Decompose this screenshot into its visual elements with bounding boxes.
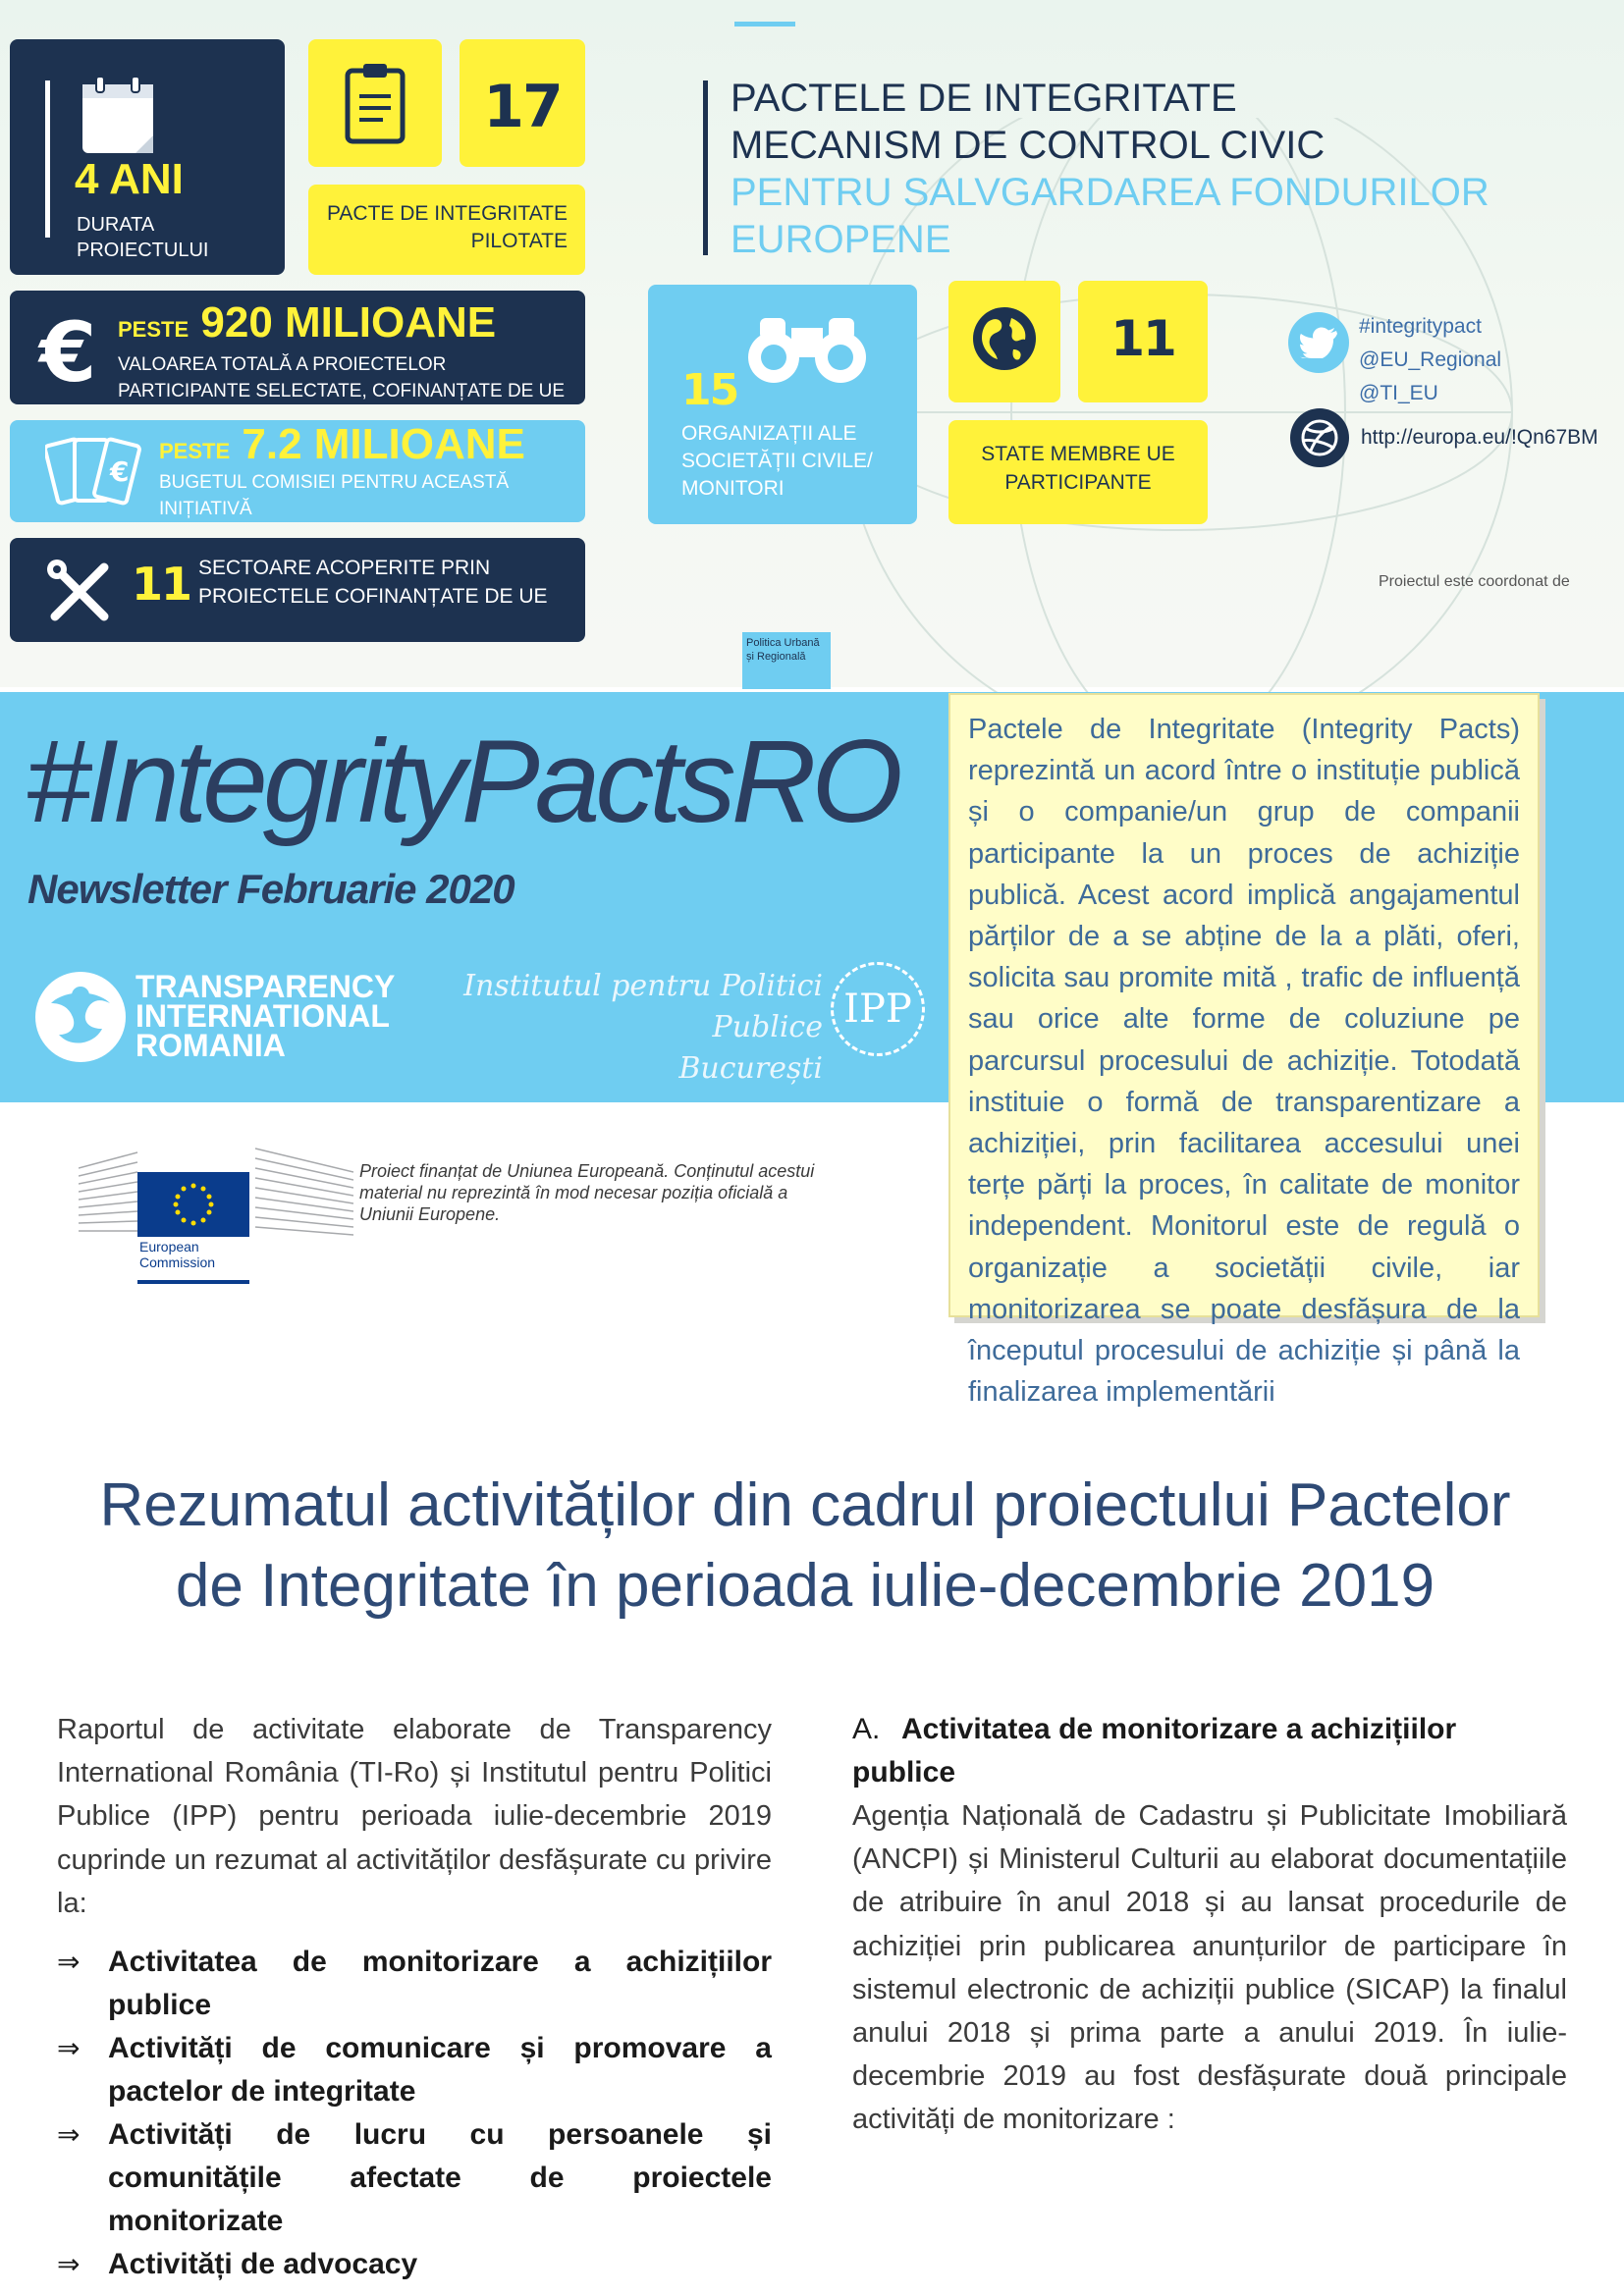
arrow-icon: ⇒ <box>57 2118 81 2152</box>
pacts-value: 17 <box>483 73 562 141</box>
clipboard-tile <box>308 39 442 167</box>
states-label: STATE MEMBRE UE PARTICIPANTE <box>981 443 1175 494</box>
arrow-icon: ⇒ <box>57 2248 81 2281</box>
ti-romania-logo <box>31 968 405 1066</box>
main-title-line-1: Rezumatul activităților din cadrul proiectului Pactelor <box>99 1471 1511 1539</box>
pacts-number-tile <box>460 39 585 167</box>
euro-icon: € <box>39 304 97 400</box>
clipboard-icon <box>344 61 406 145</box>
heading-line-2: MECANISM DE CONTROL CIVIC <box>731 124 1326 167</box>
ipp-seal-text: IPP <box>843 987 912 1032</box>
states-label-tile <box>948 420 1208 524</box>
orgs-value: 15 <box>681 365 738 415</box>
budget-label: BUGETUL COMISIEI PENTRU ACEASTĂ INIȚIATIVĂ <box>159 472 510 519</box>
dg-regio-logo <box>742 632 831 689</box>
twitter-icon <box>1288 312 1349 373</box>
tools-icon <box>45 558 114 626</box>
budget-value: PESTE 7.2 MILIOANE <box>159 420 525 468</box>
dg-regio-label: Politica Urbană și Regională <box>746 637 820 663</box>
heading-line-3: PENTRU SALVGARDAREA FONDURILOR <box>731 171 1489 214</box>
sectors-value: 11 <box>132 558 191 611</box>
years-card <box>10 39 285 275</box>
ipp-seal <box>831 962 925 1056</box>
total-value: PESTE 920 MILIOANE <box>118 298 497 347</box>
activities-list <box>57 1941 772 2286</box>
accent-bar <box>734 22 795 27</box>
coordinated-by-text: Proiectul este coordonat de <box>1379 573 1570 590</box>
hashtag-link[interactable]: #integritypact <box>1359 315 1482 338</box>
arrow-icon: ⇒ <box>57 1946 81 1979</box>
social-handles <box>1359 310 1501 410</box>
eu-disclaimer: Proiect finanțat de Uniunea Europeană. Conținutul acestui material nu reprezintă în mod necesar poziția oficială a Uniunii Europene. <box>359 1161 815 1224</box>
list-item: ⇒ Activități de comunicare și promovare a pactelor de integritate <box>57 2027 772 2113</box>
europa-link[interactable]: http://europa.eu/!Qn67BM <box>1361 426 1598 449</box>
orgs-label: ORGANIZAȚII ALE SOCIETĂȚII CIVILE/ MONITORI <box>681 422 873 500</box>
ti-eu-link[interactable]: @TI_EU <box>1359 382 1438 404</box>
budget-card <box>10 420 585 522</box>
web-icon <box>1290 408 1349 467</box>
globe-tile <box>948 281 1060 402</box>
pacts-label: PACTE DE INTEGRITATE PILOTATE <box>326 202 568 252</box>
total-value-label: VALOAREA TOTALĂ A PROIECTELOR PARTICIPANTE SELECTATE, COFINANȚATE DE UE <box>118 354 566 401</box>
ec-building-graphic <box>79 1129 353 1286</box>
pacts-label-tile <box>308 185 585 275</box>
banknotes-icon <box>45 432 143 510</box>
european-commission-logo <box>79 1129 353 1286</box>
newsletter-date: Newsletter Februarie 2020 <box>27 866 514 912</box>
heading-rule <box>703 80 708 255</box>
section-a-text: Agenția Națională de Cadastru și Publicitate Imobiliară (ANCPI) și Ministerul Culturii au elaborat documentațiile de atribuire în anul 2018 și au lansat procedurile de achiziției prin publicarea anunțurilor de participare în sistemul electronic de achiziții publice (SICAP) la finalul anului 2018 și prima parte a anului 2019. În iulie-decembrie 2019 au fost desfășurate două principale activități de monitorizare : <box>852 1800 1567 2136</box>
years-value: 4 ANI <box>75 155 184 203</box>
divider <box>45 80 50 238</box>
arrow-icon: ⇒ <box>57 2032 81 2065</box>
calendar-icon <box>77 75 167 159</box>
states-number-tile <box>1078 281 1208 402</box>
banner-hashtag: #IntegrityPactsRO <box>26 716 898 847</box>
svg-text:€: € <box>110 455 130 488</box>
ipp-logo-text: Institutul pentru Politici Publice București <box>463 969 823 1086</box>
list-item: ⇒ Activități de advocacy <box>57 2243 772 2286</box>
section-a-heading <box>852 1708 1567 1794</box>
orgs-card <box>648 285 917 524</box>
sectors-label: SECTOARE ACOPERITE PRIN PROIECTELE COFINANȚATE DE UE <box>198 557 548 608</box>
states-value: 11 <box>1110 310 1175 367</box>
heading-line-1: PACTELE DE INTEGRITATE <box>731 77 1237 120</box>
main-title-line-2: de Integritate în perioada iulie-decembrie 2019 <box>175 1552 1435 1620</box>
globe-icon <box>970 304 1039 373</box>
integrity-pact-definition-box <box>948 693 1540 1409</box>
ti-globe-icon <box>31 968 130 1066</box>
right-column <box>852 1708 1567 2142</box>
ti-logo-text: TRANSPARENCY INTERNATIONAL ROMANIA <box>135 969 396 1063</box>
years-label: DURATA PROIECTULUI <box>77 214 209 261</box>
binoculars-icon <box>742 312 872 387</box>
main-title <box>59 1466 1551 1627</box>
list-item: ⇒ Activitatea de monitorizare a achizițiilor publice <box>57 1941 772 2027</box>
list-item: ⇒ Activități de lucru cu persoanele și comunitățile afectate de proiectele monitorizate <box>57 2113 772 2243</box>
section-letter: A. <box>852 1713 881 1745</box>
sectors-card <box>10 538 585 642</box>
left-column <box>57 1708 772 2286</box>
heading-line-4: EUROPENE <box>731 218 951 261</box>
total-value-card <box>10 291 585 404</box>
ec-label: European Commission <box>139 1239 216 1270</box>
ipp-logo <box>460 960 937 1086</box>
infographic-heading <box>731 75 1536 263</box>
intro-paragraph: Raportul de activitate elaborate de Transparency International România (TI-Ro) și Institutul pentru Politici Publice (IPP) pentru perioada iulie-decembrie 2019 cuprinde un rezumat al activităților desfășurate cu privire la: <box>57 1714 772 1919</box>
section-title: Activitatea de monitorizare a achizițiilor publice <box>852 1713 1457 1789</box>
eu-regional-link[interactable]: @EU_Regional <box>1359 348 1502 371</box>
definition-text: Pactele de Integritate (Integrity Pacts) reprezintă un acord între o instituție publică și o companie/un grup de companii participante la un proces de achiziție publică. Acest acord implică angajamentul părților de a se abține de la a plăti, oferi, solicita sau promite mită , trafic de influență sau orice alte forme de coluziune pe parcursul procesului de achiziție. Totodată instituie o formă de transparentizare a achiziției, prin facilitarea accesului unei terțe părți la proces, în calitate de monitor independent. Monitorul este de regulă o organizație a societății civile, iar monitorizarea se poate desfășura de la începutul procesului de achiziție și până la finalizarea implementării <box>968 714 1520 1409</box>
